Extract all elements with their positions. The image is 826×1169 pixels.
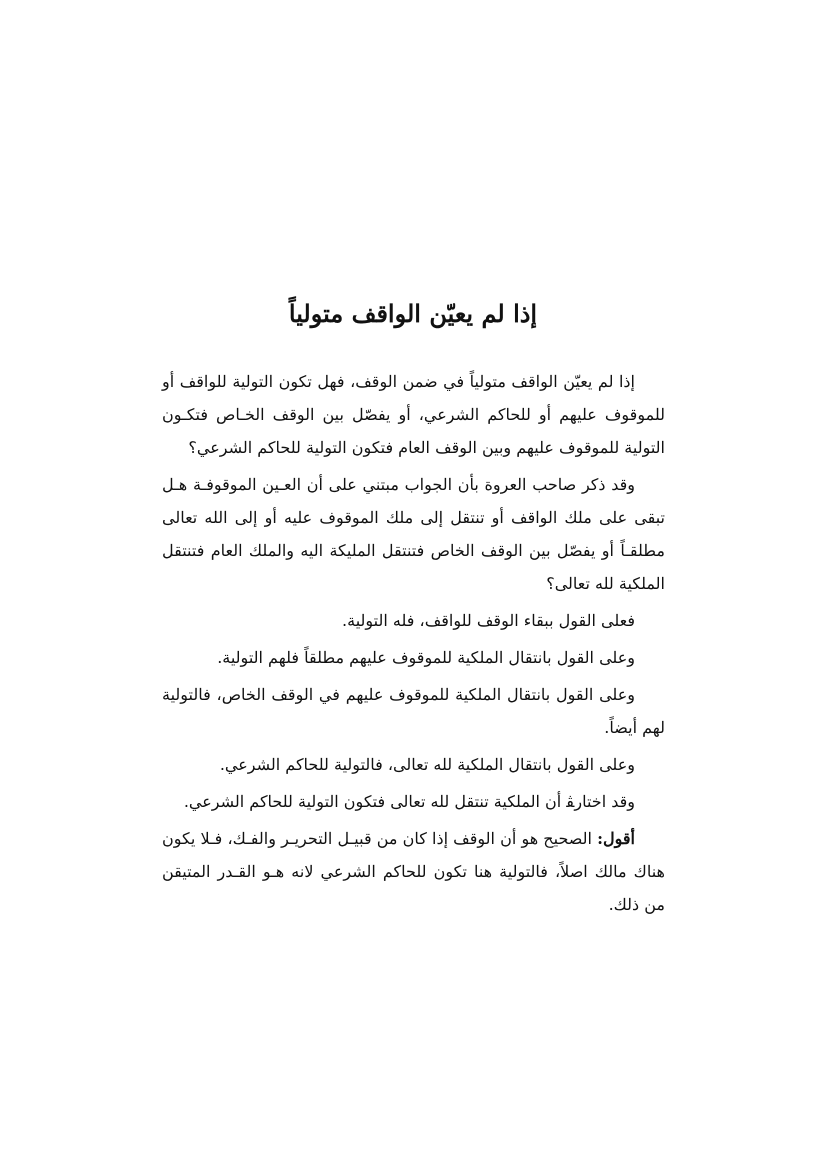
paragraph: وعلى القول بانتقال الملكية لله تعالى، فالتولية للحاكم الشرعي. [219, 755, 635, 774]
paragraph: وقد ذكر صاحب العروة بأن الجواب مبتني على أن العـين الموقوفـة هـل تبقى على ملك الواقف أو تنتقل إلى ملك الموقوف عليه أو إلى الله تعالى مطلقـاً أو يفصّل بين الوقف الخاص فتنتقل المليكة اليه والملك العام فتنتقل الملكية لله تعالى؟ [162, 475, 665, 593]
page-title: إذا لم يعيّن الواقف متولياً [288, 299, 538, 329]
paragraph: وقد اختارﭭ أن الملكية تنتقل لله تعالى فتكون التولية للحاكم الشرعي. [183, 792, 635, 811]
final-text: الصحيح هو أن الوقف إذا كان من قبيـل التحريـر والفـك، فـلا يكون هناك مالك اصلاً، فالتولية هنا تكون للحاكم الشرعي لانه هـو القـدر المتيقن من ذلك. [162, 829, 665, 914]
body-text [162, 365, 665, 925]
final-paragraph [162, 822, 665, 921]
paragraph: فعلى القول ببقاء الوقف للواقف، فله التولية. [342, 611, 635, 630]
paragraph: وعلى القول بانتقال الملكية للموقوف عليهم مطلقاً فلهم التولية. [217, 648, 635, 667]
paragraph: إذا لم يعيّن الواقف متولياً في ضمن الوقف، فهل تكون التولية للواقف أو للموقوف عليهم أو للحاكم الشرعي، أو يفصّل بين الوقف الخـاص فتكـون التولية للموقوف عليهم وبين الوقف العام فتكون التولية للحاكم الشرعي؟ [162, 372, 665, 457]
paragraph: وعلى القول بانتقال الملكية للموقوف عليهم في الوقف الخاص، فالتولية لهم أيضاً. [162, 685, 665, 737]
final-lead: أقول: [597, 829, 635, 848]
